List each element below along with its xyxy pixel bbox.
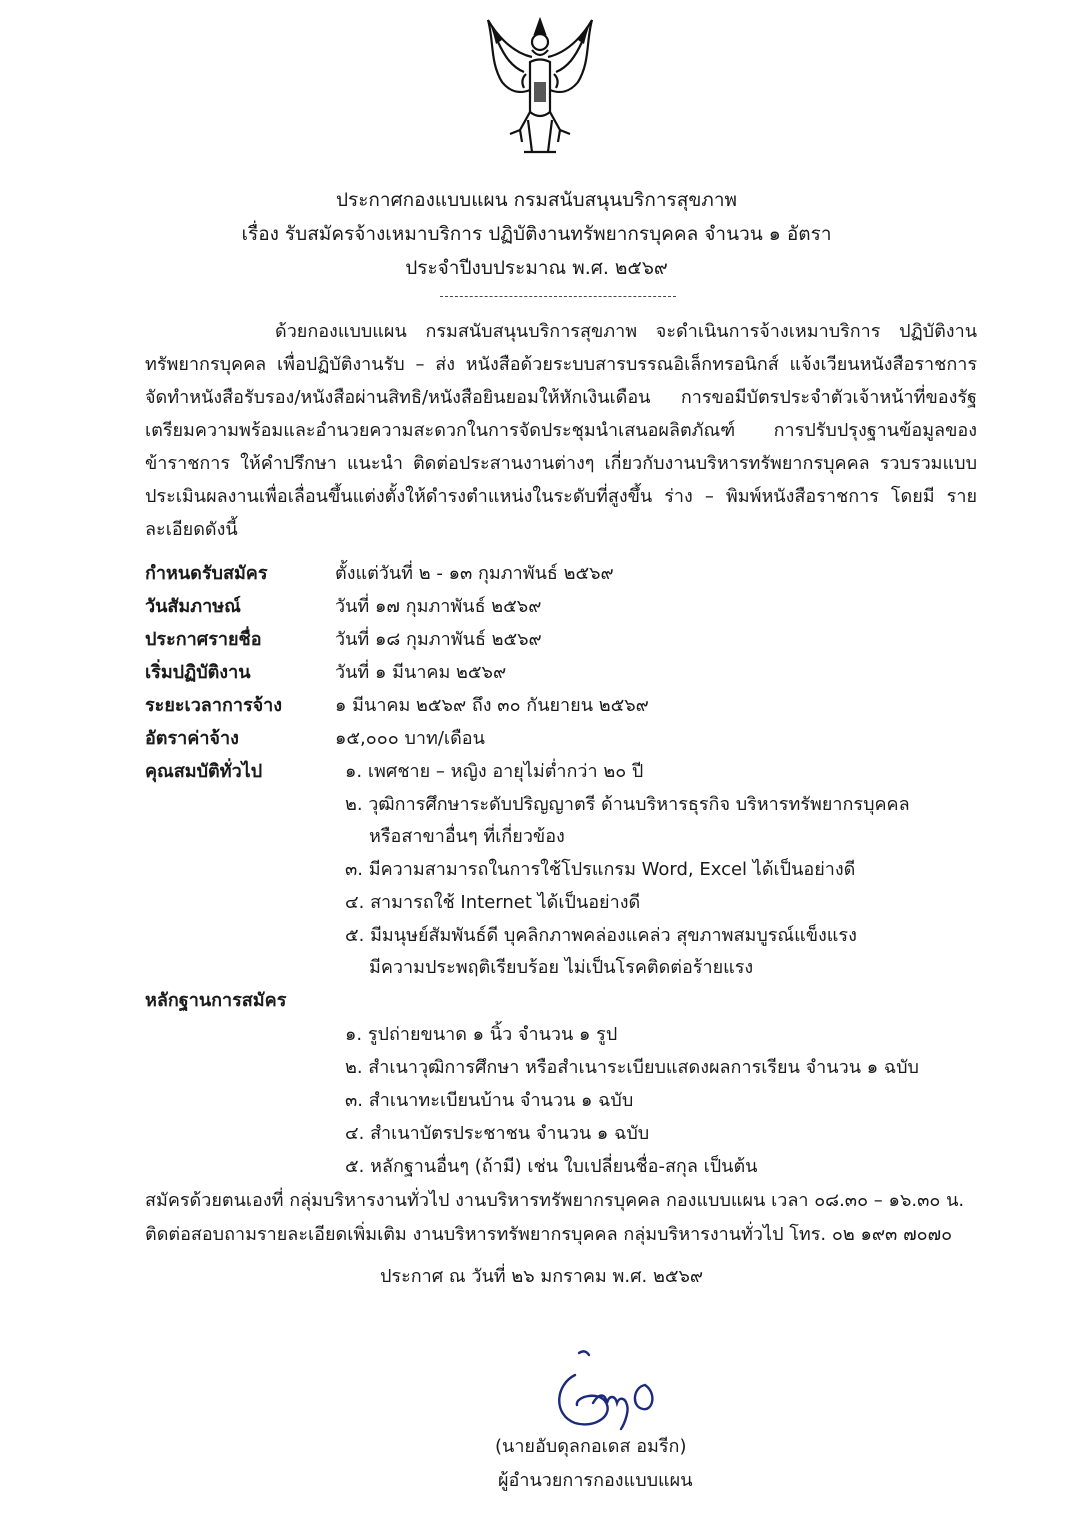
document-item: ๓. สำเนาทะเบียนบ้าน จำนวน ๑ ฉบับ bbox=[345, 1090, 634, 1111]
signatory-position: ผู้อำนวยการกองแบบแผน bbox=[498, 1470, 693, 1491]
qualification-item: ๓. มีความสามารถในการใช้โปรแกรม Word, Excel ได้เป็นอย่างดี bbox=[345, 859, 856, 880]
detail-value: ตั้งแต่วันที่ ๒ - ๑๓ กุมภาพันธ์ ๒๕๖๙ bbox=[335, 563, 614, 584]
announcement-date: ประกาศ ณ วันที่ ๒๖ มกราคม พ.ศ. ๒๕๖๙ bbox=[380, 1266, 704, 1287]
signatory-name: (นายอับดุลกอเดส อมรีก) bbox=[495, 1436, 687, 1457]
detail-value: วันที่ ๑๘ กุมภาพันธ์ ๒๕๖๙ bbox=[335, 629, 542, 650]
announcement-title: ประกาศกองแบบแผน กรมสนับสนุนบริการสุขภาพ bbox=[335, 189, 738, 211]
detail-label: ระยะเวลาการจ้าง bbox=[145, 695, 283, 716]
document-item: ๑. รูปถ่ายขนาด ๑ นิ้ว จำนวน ๑ รูป bbox=[345, 1024, 618, 1045]
detail-label: เริ่มปฏิบัติงาน bbox=[145, 662, 251, 683]
qualification-item-continued: มีความประพฤติเรียบร้อย ไม่เป็นโรคติดต่อร้ายแรง bbox=[369, 957, 754, 978]
detail-value: ๑๕,๐๐๐ บาท/เดือน bbox=[335, 728, 485, 749]
qualification-item: ๕. มีมนุษย์สัมพันธ์ดี บุคลิกภาพคล่องแคล่ว สุขภาพสมบูรณ์แข็งแรง bbox=[345, 925, 857, 946]
handwritten-signature bbox=[535, 1345, 665, 1435]
application-location: สมัครด้วยตนเองที่ กลุ่มบริหารงานทั่วไป งานบริหารทรัพยากรบุคคล กองแบบแผน เวลา ๐๘.๓๐ – ๑๖.๓๐ น. bbox=[145, 1190, 965, 1211]
title-divider bbox=[440, 296, 676, 297]
announcement-subject: เรื่อง รับสมัครจ้างเหมาบริการ ปฏิบัติงานทรัพยากรบุคคล จำนวน ๑ อัตรา bbox=[241, 223, 832, 245]
detail-value: วันที่ ๑ มีนาคม ๒๕๖๙ bbox=[335, 662, 507, 683]
document-item: ๒. สำเนาวุฒิการศึกษา หรือสำเนาระเบียบแสดงผลการเรียน จำนวน ๑ ฉบับ bbox=[345, 1057, 919, 1078]
qualification-item-continued: หรือสาขาอื่นๆ ที่เกี่ยวข้อง bbox=[369, 826, 565, 847]
contact-info: ติดต่อสอบถามรายละเอียดเพิ่มเติม งานบริหารทรัพยากรบุคคล กลุ่มบริหารงานทั่วไป โทร. ๐๒ ๑๙๓ ๗๐๗๐ bbox=[145, 1224, 953, 1245]
detail-label: ประกาศรายชื่อ bbox=[145, 629, 262, 650]
qualification-item: ๒. วุฒิการศึกษาระดับปริญญาตรี ด้านบริหารธุรกิจ บริหารทรัพยากรบุคคล bbox=[345, 794, 910, 815]
qualification-item: ๑. เพศชาย – หญิง อายุไม่ต่ำกว่า ๒๐ ปี bbox=[345, 761, 644, 782]
intro-paragraph: ด้วยกองแบบแผน กรมสนับสนุนบริการสุขภาพ จะดำเนินการจ้างเหมาบริการ ปฏิบัติงาน ทรัพยากรบุคคล เพื่อปฏิบัติงานรับ – ส่ง หนังสือด้วยระบบสารบรรณอิเล็กทรอนิกส์ แจ้งเวียนหนังสือราชการ จัดทำหนังสือรับรอง/หนังสือผ่านสิทธิ/หนังสือยินยอมให้หักเงินเดือน การขอมีบัตรประจำตัวเจ้าหน้าที่ของรัฐ เตรียมความพร้อมและอำนวยความสะดวกในการจัดประชุมนำเสนอผลิตภัณฑ์ การปรับปรุงฐานข้อมูลของ ข้าราชการ ให้คำปรึกษา แนะนำ ติดต่อประสานงานต่างๆ เกี่ยวกับงานบริหารทรัพยากรบุคคล รวบรวมแบบ ประเมินผลงานเพื่อเลื่อนขึ้นแต่งตั้งให้ดำรงตำแหน่งในระดับที่สูงขึ้น ร่าง – พิมพ์หนังสือราชการ โดยมี รายละเอียดดังนี้ bbox=[145, 321, 977, 540]
document-item: ๕. หลักฐานอื่นๆ (ถ้ามี) เช่น ใบเปลี่ยนชื่อ-สกุล เป็นต้น bbox=[345, 1156, 758, 1177]
detail-value: ๑ มีนาคม ๒๕๖๙ ถึง ๓๐ กันยายน ๒๕๖๙ bbox=[335, 695, 649, 716]
document-item: ๔. สำเนาบัตรประชาชน จำนวน ๑ ฉบับ bbox=[345, 1123, 650, 1144]
qualifications-label: คุณสมบัติทั่วไป bbox=[145, 761, 263, 782]
detail-label: กำหนดรับสมัคร bbox=[145, 563, 268, 584]
fiscal-year: ประจำปีงบประมาณ พ.ศ. ๒๕๖๙ bbox=[405, 257, 668, 279]
detail-value: วันที่ ๑๗ กุมภาพันธ์ ๒๕๖๙ bbox=[335, 596, 542, 617]
qualification-item: ๔. สามารถใช้ Internet ได้เป็นอย่างดี bbox=[345, 892, 641, 913]
garuda-emblem-icon bbox=[480, 12, 600, 162]
documents-label: หลักฐานการสมัคร bbox=[145, 990, 287, 1011]
detail-label: วันสัมภาษณ์ bbox=[145, 596, 241, 617]
detail-label: อัตราค่าจ้าง bbox=[145, 728, 239, 749]
